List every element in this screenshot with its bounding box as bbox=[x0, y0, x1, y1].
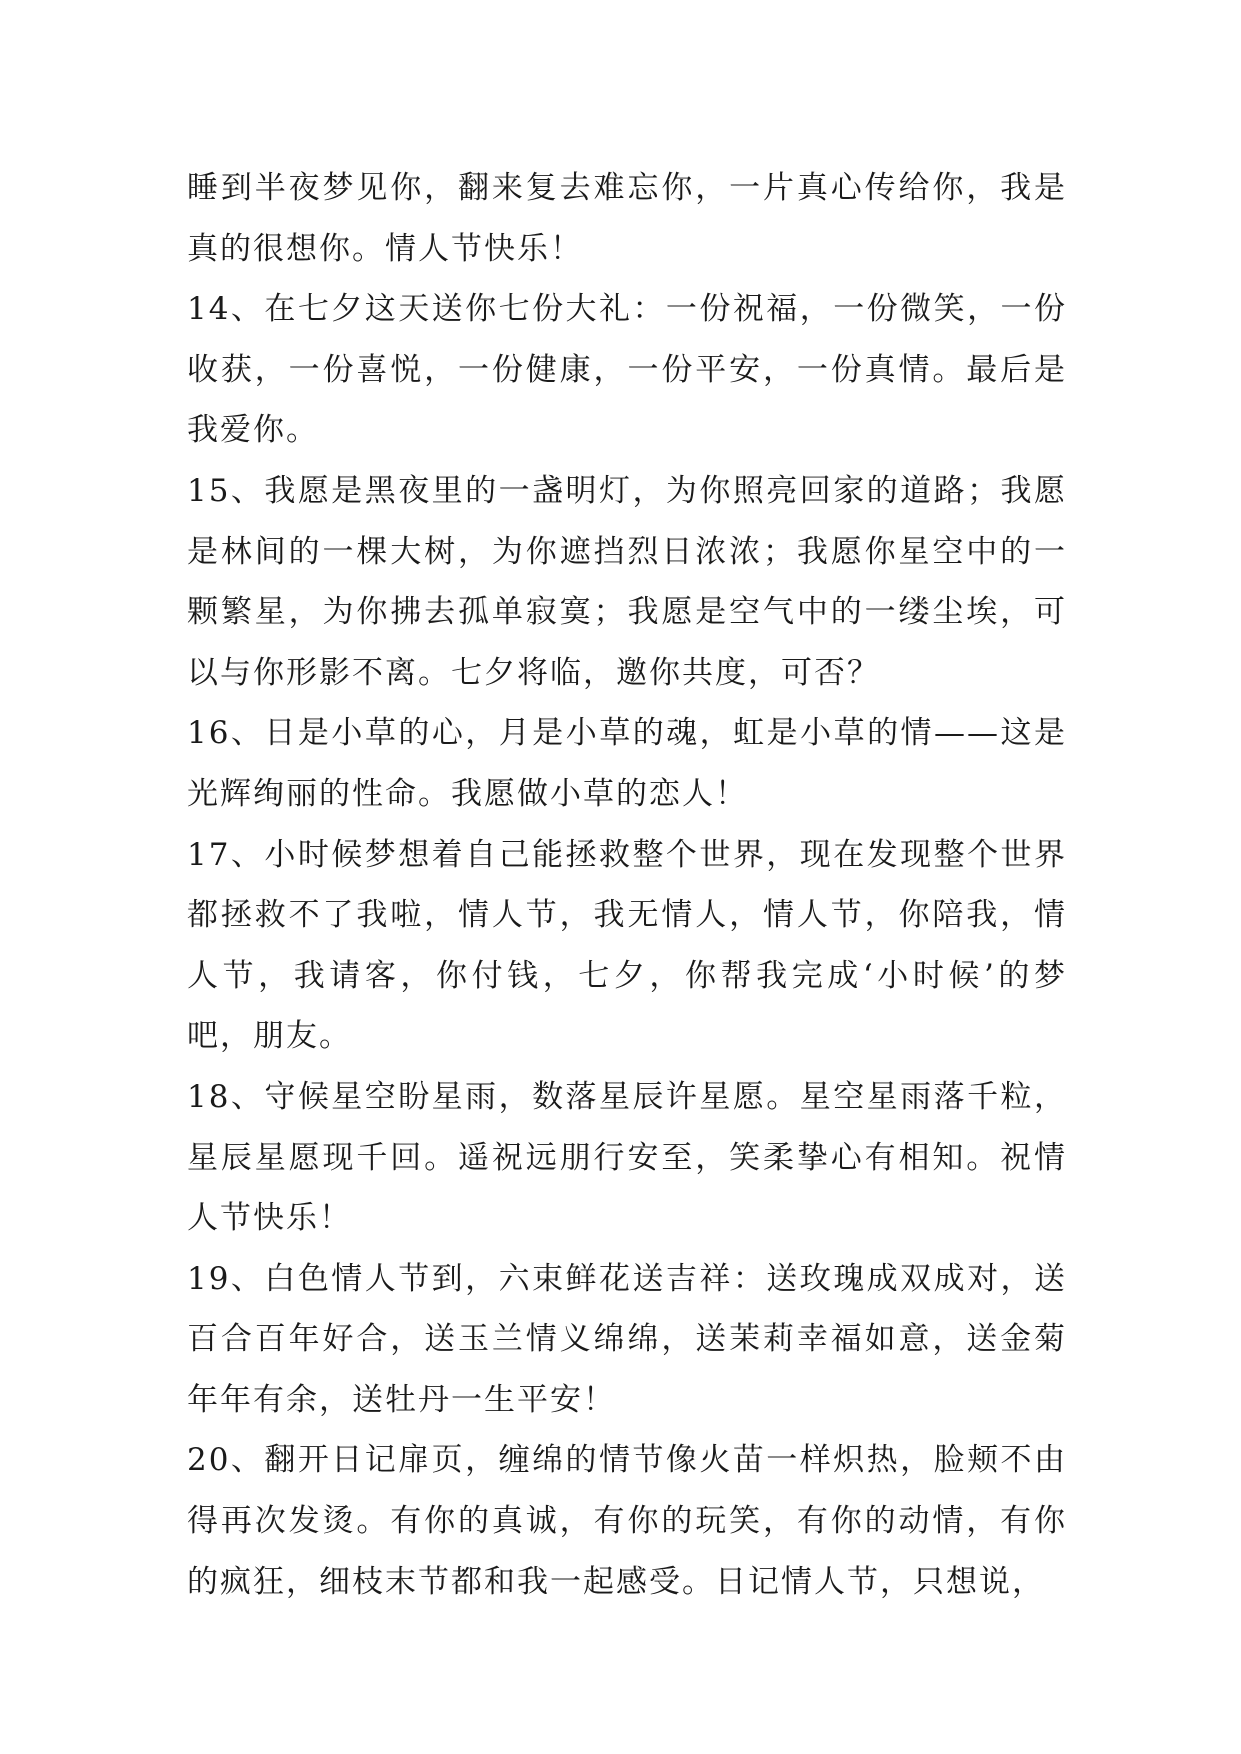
paragraph-intro: 睡到半夜梦见你，翻来复去难忘你，一片真心传给你，我是真的很想你。情人节快乐！ bbox=[187, 170, 1067, 267]
paragraph-16: 16、日是小草的心，月是小草的魂，虹是小草的情——这是光辉绚丽的性命。我愿做小草的恋人！ bbox=[187, 715, 1067, 812]
paragraph-20: 20、翻开日记扉页，缠绵的情节像火苗一样炽热，脸颊不由得再次发烫。有你的真诚，有你的玩笑，有你的动情，有你的疯狂，细枝末节都和我一起感受。日记情人节，只想说， bbox=[187, 1442, 1067, 1600]
paragraph-14: 14、在七夕这天送你七份大礼：一份祝福，一份微笑，一份收获，一份喜悦，一份健康，一份平安，一份真情。最后是我爱你。 bbox=[187, 291, 1067, 449]
paragraph-17: 17、小时候梦想着自己能拯救整个世界，现在发现整个世界都拯救不了我啦，情人节，我无情人，情人节，你陪我，情人节，我请客，你付钱，七夕，你帮我完成‘小时候’的梦吧，朋友。 bbox=[187, 836, 1067, 1055]
body-text bbox=[187, 158, 1067, 1612]
paragraph-18: 18、守候星空盼星雨，数落星辰许星愿。星空星雨落千粒，星辰星愿现千回。遥祝远朋行安至，笑柔挚心有相知。祝情人节快乐！ bbox=[187, 1078, 1067, 1237]
paragraph-15: 15、我愿是黑夜里的一盏明灯，为你照亮回家的道路；我愿是林间的一棵大树，为你遮挡烈日浓浓；我愿你星空中的一颗繁星，为你拂去孤单寂寞；我愿是空气中的一缕尘埃，可以与你形影不离。七夕将临，邀你共度，可否？ bbox=[187, 472, 1067, 691]
paragraph-19: 19、白色情人节到，六束鲜花送吉祥：送玫瑰成双成对，送百合百年好合，送玉兰情义绵绵，送茉莉幸福如意，送金菊年年有余，送牡丹一生平安！ bbox=[187, 1260, 1067, 1418]
